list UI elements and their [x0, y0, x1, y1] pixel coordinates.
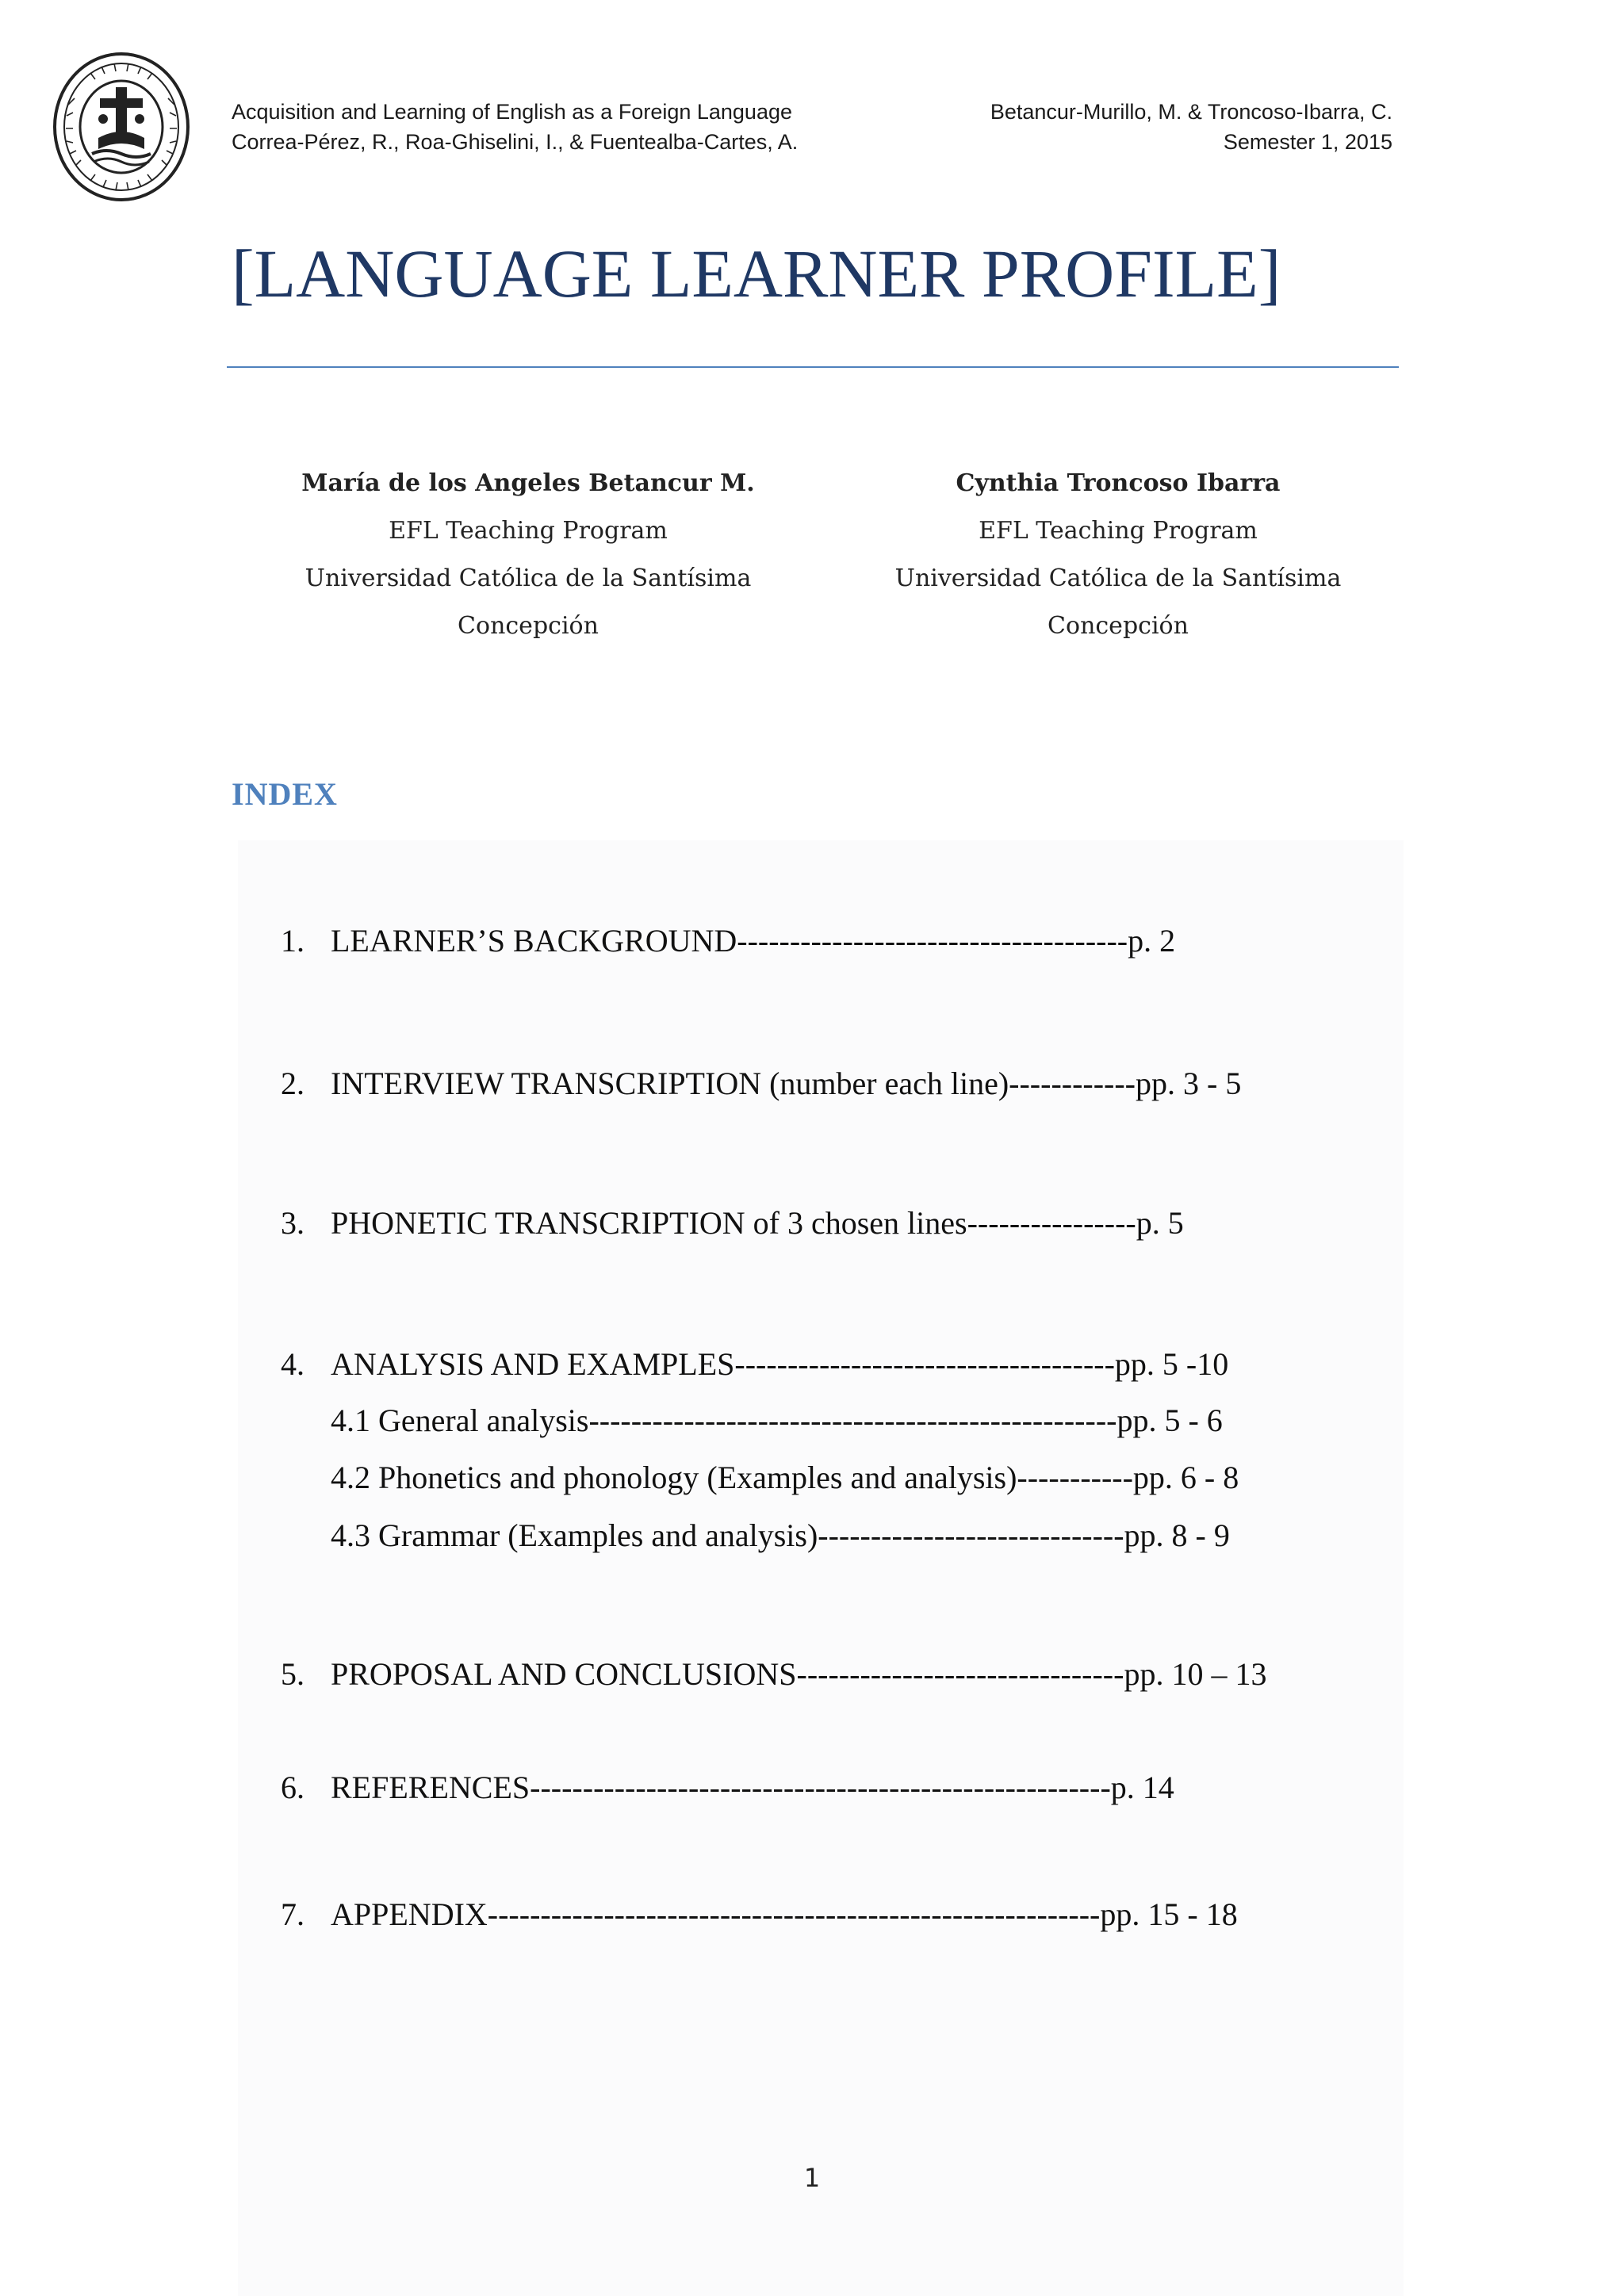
- toc-text: INTERVIEW TRANSCRIPTION (number each line)------------pp. 3 - 5: [331, 1066, 1242, 1101]
- university-seal-icon: [51, 49, 192, 205]
- document-title: [LANGUAGE LEARNER PROFILE]: [232, 235, 1281, 312]
- toc-number: 2.: [281, 1066, 304, 1101]
- header-left: [232, 97, 798, 157]
- semester: Semester 1, 2015: [1223, 130, 1392, 154]
- toc-number: 5.: [281, 1656, 304, 1692]
- author-university-city: Concepción: [458, 612, 599, 640]
- author-university: Universidad Católica de la Santísima: [894, 564, 1342, 592]
- author-name: María de los Angeles Betancur M.: [301, 469, 755, 497]
- index-heading: INDEX: [232, 776, 338, 812]
- toc-item: [281, 1768, 1174, 1808]
- toc-subitem: 4.2 Phonetics and phonology (Examples and analysis)-----------pp. 6 - 8: [331, 1460, 1239, 1495]
- toc-number: 7.: [281, 1896, 304, 1932]
- toc-number: 3.: [281, 1205, 304, 1241]
- toc-subitem: 4.1 General analysis--------------------------------------------------pp. 5 - 6: [331, 1402, 1223, 1438]
- author-block-2: [841, 460, 1396, 650]
- author-university-city: Concepción: [1048, 612, 1189, 640]
- toc-text: ANALYSIS AND EXAMPLES------------------------------------pp. 5 -10: [331, 1346, 1229, 1382]
- toc-item: [281, 1203, 1184, 1243]
- page-background-tint: [238, 840, 1404, 2296]
- header-right: [990, 97, 1392, 157]
- toc-subitem: 4.3 Grammar (Examples and analysis)-----------------------------pp. 8 - 9: [331, 1517, 1230, 1553]
- toc-text: REFERENCES-------------------------------------------------------p. 14: [331, 1770, 1174, 1805]
- toc-item: [281, 1895, 1238, 1934]
- course-title: Acquisition and Learning of English as a Foreign Language: [232, 100, 792, 124]
- author-block-1: [251, 460, 806, 650]
- toc-item: [281, 921, 1175, 961]
- instructors: Correa-Pérez, R., Roa-Ghiselini, I., & Fuentealba-Cartes, A.: [232, 130, 799, 154]
- toc-number: 1.: [281, 923, 304, 959]
- toc-item: [281, 1345, 1228, 1384]
- author-program: EFL Teaching Program: [389, 517, 668, 545]
- toc-text: PHONETIC TRANSCRIPTION of 3 chosen lines----------------p. 5: [331, 1205, 1184, 1241]
- title-divider: [227, 366, 1399, 368]
- toc-text: APPENDIX----------------------------------------------------------pp. 15 - 18: [331, 1896, 1238, 1932]
- toc-item: [281, 1064, 1241, 1104]
- authors-short: Betancur-Murillo, M. & Troncoso-Ibarra, C.: [990, 100, 1392, 124]
- toc-number: 4.: [281, 1346, 304, 1382]
- toc-text: LEARNER’S BACKGROUND-------------------------------------p. 2: [331, 923, 1176, 959]
- toc-text: PROPOSAL AND CONCLUSIONS-------------------------------pp. 10 – 13: [331, 1656, 1267, 1692]
- author-name: Cynthia Troncoso Ibarra: [956, 469, 1281, 497]
- toc-item: [281, 1655, 1266, 1694]
- author-program: EFL Teaching Program: [979, 517, 1258, 545]
- author-university: Universidad Católica de la Santísima: [304, 564, 752, 592]
- toc-number: 6.: [281, 1770, 304, 1805]
- page-number: 1: [803, 2163, 821, 2193]
